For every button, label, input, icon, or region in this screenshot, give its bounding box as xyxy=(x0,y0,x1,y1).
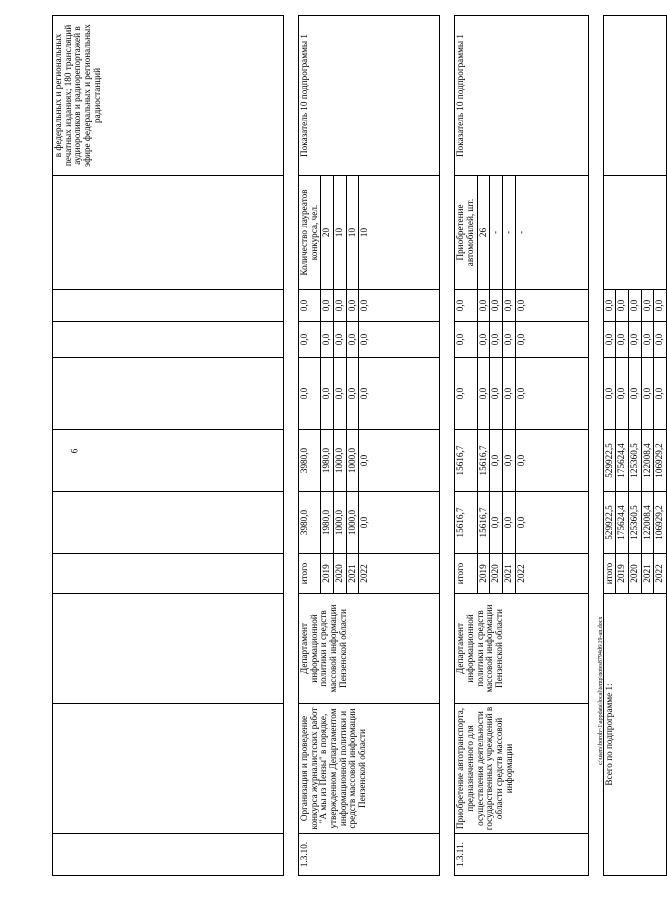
continuation-row xyxy=(53,16,284,876)
executor: Департамент информационной политики и средств массовой информации Пензенской области xyxy=(299,594,440,704)
table-row: 1.3.10. Организация и проведение конкурса журналистских работ "А мы из Пензы" в порядке, утвержденном Департаментом информационной политики и средств массовой информации Пензенской области Департамент информационной политики и средств массовой информации Пензенской области итого 3980,0 3980,0 0,0 0,0 0,0 Количество лауреатов конкурса, чел. Показатель 10 подпрограммы 1 xyxy=(299,16,321,876)
executor: Департамент информационной политики и средств массовой информации Пензенской области xyxy=(455,594,588,704)
rotated-table-sheet xyxy=(52,16,665,876)
continuation-text: в федеральных и региональных печатных изданиях; 180 трансляций аудиороликов и радиорепортажей в эфире федеральных и региональных радиостанций xyxy=(53,16,284,176)
event-name: Приобретение автотранспорта, предназначенного для осуществления деятельности государственных учреждений в области средств массовой информации xyxy=(455,704,588,834)
indicator-name: Приобретение автомобилей, шт. xyxy=(455,176,477,290)
indicator-link: Показатель 10 подпрограммы 1 xyxy=(299,16,440,176)
summary-label: Всего по подпрограмме 1: xyxy=(603,594,666,876)
program-table: в федеральных и региональных печатных изданиях; 180 трансляций аудиороликов и радиорепортажей в эфире федеральных и региональных радиостанций 1.3.10. Организация и проведение конкурса журналистских работ "А мы из Пензы" в порядке, утвержденном Департаментом информационной политики и средств массовой информации Пензенской области Департамент информационной политики и средств массовой информации Пензенской области итого 3980,0 3980,0 0,0 0,0 0,0 Количество лауреатов конкурса, чел. Показатель 10 подпрограммы 1 2019 1980,0 1980,0 0,0 0,0 0,0 20 2020 1000,0 1000,0 0,0 0,0 0,0 10 2021 1000,0 1000,0 0,0 0,0 0,0 10 2022 0,0 0,0 0,0 0,0 0,0 10 1.3.11. Приобретение автотранспорта, предназначенного для осуществления деятельности государственных учреждений в области средств массовой информации Департамент информационной политики и средств массовой информации Пензенской области итого 15616,7 15616,7 0,0 0,0 0,0 Приобретение автомобилей, шт. Показатель 10 подпрограммы 1 2019 15616,7 15616,7 0,0 0,0 0,0 26 2020 0,0 0,0 0,0 0,0 0,0 - 2021 0,0 0,0 0,0 0,0 0,0 - 2022 0,0 0,0 0,0 0,0 0,0 - Всего по подпрограмме 1: итого 529922,5 529922,5 0,0 0,0 0,0 2019 175624,4 175624,4 0,0 0,0 0,0 2020 125360,5 125360,5 0,0 0,0 0,0 2021 122008,4 122008,4 0,0 0,0 0,0 2022 106929,2 106929,2 0,0 0,0 0,0 xyxy=(52,15,667,876)
footer-file-path: c:\users\boroh~1\appdata\local\temp\notes8794d6\19-an.docx xyxy=(598,616,604,765)
table-row: 1.3.11. Приобретение автотранспорта, предназначенного для осуществления деятельности государственных учреждений в области средств массовой информации Департамент информационной политики и средств массовой информации Пензенской области итого 15616,7 15616,7 0,0 0,0 0,0 Приобретение автомобилей, шт. Показатель 10 подпрограммы 1 xyxy=(455,16,477,876)
indicator-name: Количество лауреатов конкурса, чел. xyxy=(299,176,321,290)
indicator-link: Показатель 10 подпрограммы 1 xyxy=(455,16,588,176)
row-number: 1.3.11. xyxy=(455,834,588,876)
event-name: Организация и проведение конкурса журналистских работ "А мы из Пензы" в порядке, утвержденном Департаментом информационной политики и средств массовой информации Пензенской области xyxy=(299,704,440,834)
summary-row: Всего по подпрограмме 1: итого 529922,5 529922,5 0,0 0,0 0,0 xyxy=(603,16,616,876)
row-number: 1.3.10. xyxy=(299,834,440,876)
page-number: 6 xyxy=(69,448,80,454)
